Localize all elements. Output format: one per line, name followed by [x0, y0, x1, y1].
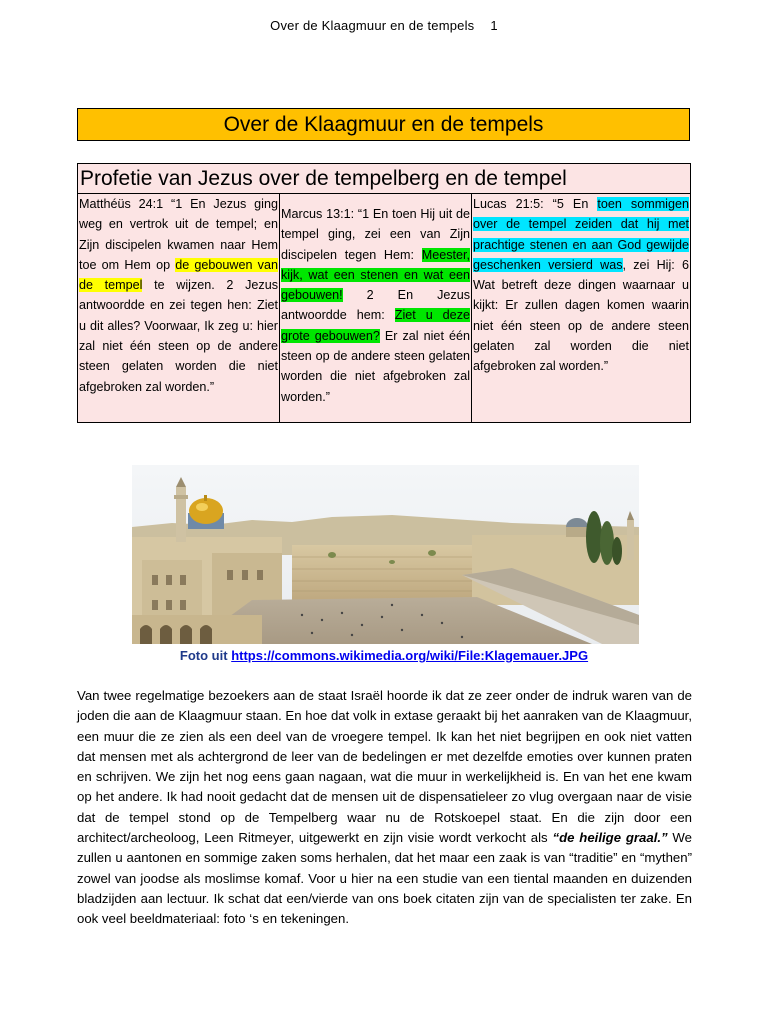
caption-label: Foto uit [179, 648, 228, 663]
page-number: 1 [490, 18, 498, 33]
prophecy-table [77, 163, 691, 423]
matthew-text-end: te wijzen. 2 Jezus antwoordde en zei tegen hen: Ziet u dit alles? Voorwaar, Ik zeg u: hier zal niet één steen op de andere steen gelaten worden die niet afgebroken zal worden.” [79, 278, 278, 394]
western-wall-photo [132, 465, 639, 644]
mark-text-middle: 2 En Jezus antwoordde hem: [281, 288, 470, 323]
body-paragraph [77, 686, 692, 930]
document-title: Over de Klaagmuur en de tempels [77, 108, 690, 141]
luke-text-end: , zei Hij: 6 Wat betreft deze dingen waarnaar u kijkt: Er zullen dagen komen waarin niet één steen op de andere steen gelaten zal worden die niet afgebroken zal worden.” [473, 257, 689, 374]
prophecy-table-title: Profetie van Jezus over de tempelberg en de tempel [78, 164, 690, 194]
body-text-part2: We zullen u aantonen en sommige zaken soms herhalen, dat het maar een zaak is van “traditie” en “mythen” zowel van joodse als moslimse komaf. Voor u hier na een studie van een tiental maanden en duizenden bladzijden aan lectuur. Ik schat dat een/vierde van ons boek citaten zijn van de specialisten ter zake. En ook veel beeldmateriaal: foto ‘s en tekeningen. [77, 830, 692, 927]
luke-quote [472, 194, 690, 422]
caption-link[interactable]: https://commons.wikimedia.org/wiki/File:Klagemauer.JPG [231, 648, 589, 663]
mark-text: Marcus 13:1: “1 En toen Hij uit de tempel ging, zei een van Zijn discipelen tegen Hem: [281, 207, 470, 262]
mark-highlight-1: Meester, kijk, wat een stenen en wat een gebouwen! [281, 247, 470, 303]
matthew-text: Matthéüs 24:1 “1 En Jezus ging weg en vertrok uit de tempel; en Zijn discipelen kwamen naar Hem toe om Hem op [79, 197, 278, 272]
mark-highlight-2: Ziet u deze grote gebouwen? [281, 308, 470, 343]
holy-grail-quote: “de heilige graal.” [552, 830, 668, 846]
page-header [0, 18, 768, 33]
body-text-part1: Van twee regelmatige bezoekers aan de staat Israël hoorde ik dat ze zeer onder de indruk waren van de joden die aan de Klaagmuur staan. En hoe dat volk in extase geraakt bij het aanraken van de Klaagmuur, een muur die ze zien als een deel van de vroegere tempel. Ik kan het niet begrijpen en ook niet vatten dat mensen met als achtergrond de leer van de bedelingen er met dezelfde emoties over kunnen praten en schrijven. We zijn het nog eens gaan nagaan, wat die muur in werkelijkheid is. En van het ene kwam op het andere. Ik had nooit gedacht dat de mensen uit de dispensatieleer zo vlug overgaan naar de visie dat de tempel stond op de Tempelberg waar nu de Rotskoepel staat. En die zijn door een architect/archeoloog, Leen Ritmeyer, uitgewerkt en zijn visie wordt verkocht als [77, 688, 692, 846]
luke-text: Lucas 21:5: “5 En [473, 197, 598, 211]
mark-quote [280, 194, 472, 422]
photo-caption [0, 648, 768, 663]
matthew-highlight: de gebouwen van de tempel [79, 257, 278, 293]
luke-highlight: toen sommigen over de tempel zeiden dat hij met prachtige stenen en aan God gewijde geschenken versierd was [473, 197, 689, 272]
header-title: Over de Klaagmuur en de tempels [270, 18, 475, 33]
matthew-quote [78, 194, 280, 422]
mark-text-end: Er zal niet één steen op de andere steen gelaten worden die niet afgebroken zal worden.” [281, 328, 470, 404]
